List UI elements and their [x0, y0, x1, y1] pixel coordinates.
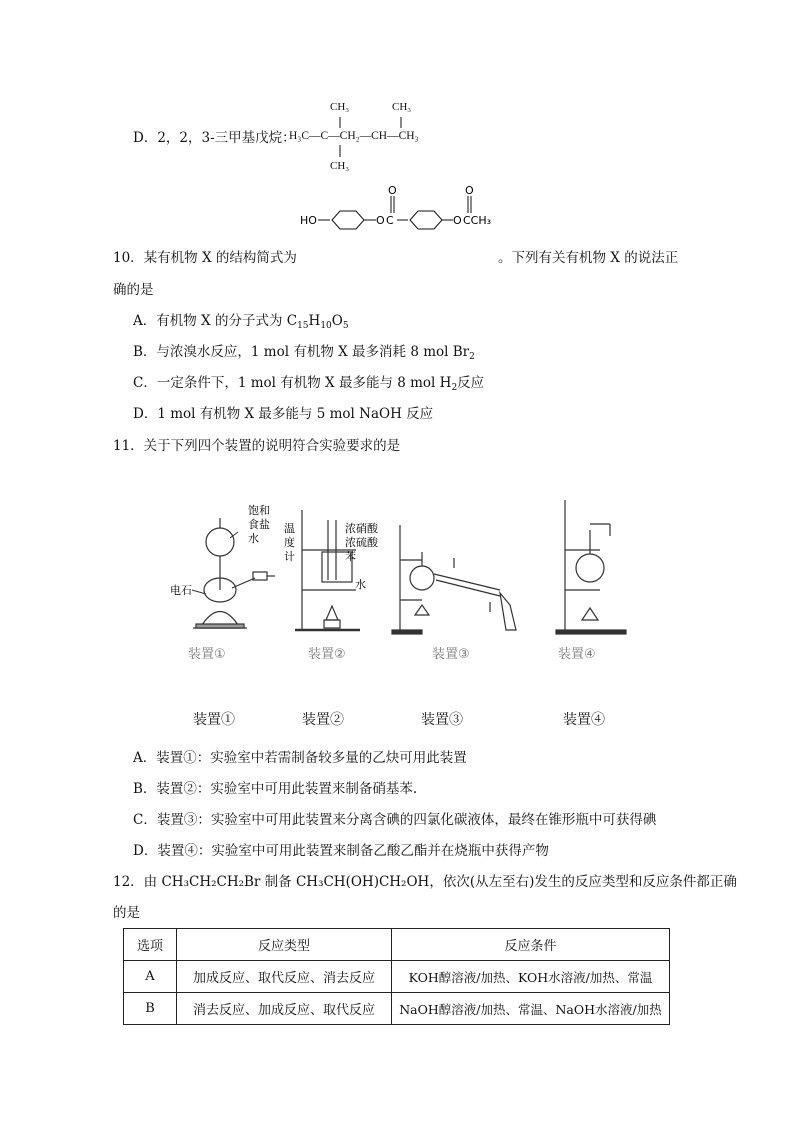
q11-option-a: A．装置①：实验室中若需制备较多量的乙炔可用此装置: [133, 750, 467, 766]
mol-carbonyl-o2: O: [465, 184, 474, 197]
struct-main-chain: H₃C—C—CH₂—CH—CH₃: [289, 130, 419, 142]
table-cell: 加成反应、取代反应、消去反应: [177, 961, 392, 993]
table-cell: NaOH醇溶液/加热、常温、NaOH水溶液/加热: [392, 993, 670, 1025]
q12-options-table: [123, 928, 670, 1025]
mol-ho: HO: [300, 214, 317, 227]
caption-2: 装置②: [302, 712, 344, 728]
option-9d-label: D．2，2，3-三甲基戊烷：: [133, 130, 296, 146]
q11-option-d: D．装置④：实验室中可用此装置来制备乙酸乙酯并在烧瓶中获得产物: [133, 843, 549, 859]
table-cell: 消去反应、加成反应、取代反应: [177, 993, 392, 1025]
table-header-row: [124, 929, 670, 961]
caption-4: 装置④: [563, 712, 605, 728]
gray-caption-3: 装置③: [432, 647, 470, 662]
app2-label-4: 浓硝酸: [345, 522, 378, 535]
q12-stem-b: 的是: [113, 905, 140, 921]
q10-option-a: A．有机物 X 的分子式为 $C_{15}H_{10}O_5$: [133, 313, 349, 331]
q11-option-c: C．装置③：实验室中可用此装置来分离含碘的四氯化碳液体，最终在锥形瓶中可获得碘: [133, 812, 657, 828]
app1-label-3: 水: [248, 532, 259, 545]
table-cell: B: [124, 993, 177, 1025]
app1-label-4: 电石: [170, 584, 192, 597]
struct-top-ch3-1: CH₃: [330, 101, 350, 113]
app2-label-6: 苯: [345, 550, 356, 563]
app1-label-1: 饱和: [248, 504, 270, 517]
q10-option-d: D．1 mol 有机物 X 最多能与 5 mol NaOH 反应: [133, 406, 434, 422]
struct-bottom-ch3: CH₃: [330, 160, 350, 172]
table-cell: KOH醇溶液/加热、KOH水溶液/加热、常温: [392, 961, 670, 993]
apparatus-3: [392, 525, 516, 634]
table-row: [124, 993, 670, 1025]
caption-1: 装置①: [193, 712, 235, 728]
gray-caption-1: 装置①: [188, 647, 226, 662]
apparatus-4: [556, 500, 626, 634]
table-header: 反应条件: [392, 929, 670, 961]
table-header: 反应类型: [177, 929, 392, 961]
molecule-x-structure: [298, 183, 508, 235]
app2-label-3: 计: [284, 550, 295, 563]
app2-label-1: 温: [284, 522, 295, 535]
table-row: [124, 961, 670, 993]
struct-top-ch3-2: CH₃: [392, 101, 412, 113]
q10-option-c: C．一定条件下，1 mol 有机物 X 最多能与 8 mol $H_2$反应: [133, 375, 485, 393]
q10-option-b: B．与浓溴水反应，1 mol 有机物 X 最多消耗 8 mol $Br_2$: [133, 344, 475, 362]
mol-cch3: CCH₃: [463, 214, 492, 227]
q10-stem-a: 10．某有机物 X 的结构简式为: [113, 250, 297, 266]
mol-o1: O: [376, 214, 385, 227]
apparatus-figure: [160, 490, 640, 670]
mol-carbonyl-o1: O: [388, 184, 397, 197]
q11-option-b: B．装置②：实验室中可用此装置来制备硝基苯.: [133, 781, 418, 797]
q10-stem-b: 。下列有关有机物 X 的说法正: [498, 250, 679, 266]
app2-label-7: 水: [355, 578, 366, 591]
gray-caption-2: 装置②: [308, 647, 346, 662]
q11-stem: 11．关于下列四个装置的说明符合实验要求的是: [113, 438, 401, 454]
q10-stem-c: 确的是: [113, 282, 154, 298]
app1-label-2: 食盐: [248, 518, 270, 531]
app2-label-5: 浓硫酸: [345, 536, 378, 549]
app2-label-2: 度: [284, 536, 295, 549]
table-header: 选项: [124, 929, 177, 961]
mol-c1: C: [386, 214, 394, 227]
q12-stem-a: 12．由 CH₃CH₂CH₂Br 制备 CH₃CH(OH)CH₂OH，依次(从左至右)发生的反应类型和反应条件都正确: [113, 874, 737, 890]
caption-3: 装置③: [421, 712, 463, 728]
gray-caption-4: 装置④: [558, 647, 596, 662]
mol-o3: O: [453, 214, 462, 227]
table-cell: A: [124, 961, 177, 993]
